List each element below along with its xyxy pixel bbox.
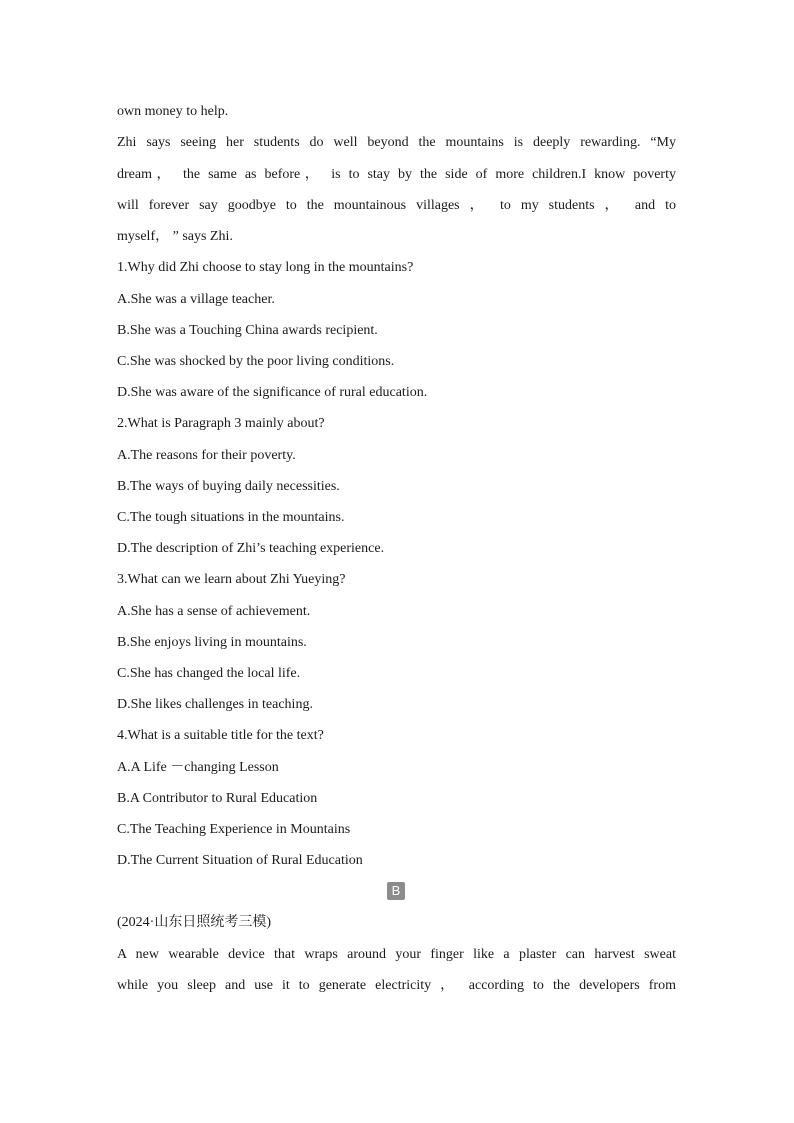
passage-a-line-1: own money to help. bbox=[117, 104, 229, 119]
question-3-stem: 3.What can we learn about Zhi Yueying? bbox=[117, 572, 346, 587]
passage-a-line-5: myself， ” says Zhi. bbox=[117, 229, 233, 244]
question-1-stem: 1.Why did Zhi choose to stay long in the mountains? bbox=[117, 260, 414, 275]
section-b-source: (2024·山东日照统考三模) bbox=[117, 915, 271, 930]
section-b-line-1: A new wearable device that wraps around your finger like a plaster can harvest sweat bbox=[117, 947, 676, 962]
question-4-option-a: A.A Life －changing Lesson bbox=[117, 760, 279, 775]
question-1-option-d: D.She was aware of the significance of rural education. bbox=[117, 385, 428, 400]
question-1-option-b: B.She was a Touching China awards recipient. bbox=[117, 323, 378, 338]
question-1-option-a: A.She was a village teacher. bbox=[117, 292, 275, 307]
question-3-option-d: D.She likes challenges in teaching. bbox=[117, 697, 313, 712]
passage-a-line-4: will forever say goodbye to the mountainous villages ， to my students ， and to bbox=[117, 198, 676, 213]
question-4-option-b: B.A Contributor to Rural Education bbox=[117, 791, 318, 806]
question-2-stem: 2.What is Paragraph 3 mainly about? bbox=[117, 416, 325, 431]
question-2-option-b: B.The ways of buying daily necessities. bbox=[117, 479, 340, 494]
passage-a-line-2: Zhi says seeing her students do well beyond the mountains is deeply rewarding. “My bbox=[117, 135, 676, 150]
question-2-option-c: C.The tough situations in the mountains. bbox=[117, 510, 345, 525]
question-3-option-c: C.She has changed the local life. bbox=[117, 666, 301, 681]
passage-a-line-3: dream， the same as before， is to stay by the side of more children.I know poverty bbox=[117, 167, 676, 182]
question-1-option-c: C.She was shocked by the poor living conditions. bbox=[117, 354, 395, 369]
section-b-badge: B bbox=[387, 882, 405, 900]
question-4-option-c: C.The Teaching Experience in Mountains bbox=[117, 822, 351, 837]
question-3-option-b: B.She enjoys living in mountains. bbox=[117, 635, 307, 650]
question-4-stem: 4.What is a suitable title for the text? bbox=[117, 728, 324, 743]
question-3-option-a: A.She has a sense of achievement. bbox=[117, 604, 311, 619]
question-2-option-d: D.The description of Zhi’s teaching experience. bbox=[117, 541, 385, 556]
section-b-line-2: while you sleep and use it to generate electricity ， according to the developers from bbox=[117, 978, 676, 993]
question-2-option-a: A.The reasons for their poverty. bbox=[117, 448, 296, 463]
question-4-option-d: D.The Current Situation of Rural Education bbox=[117, 853, 363, 868]
